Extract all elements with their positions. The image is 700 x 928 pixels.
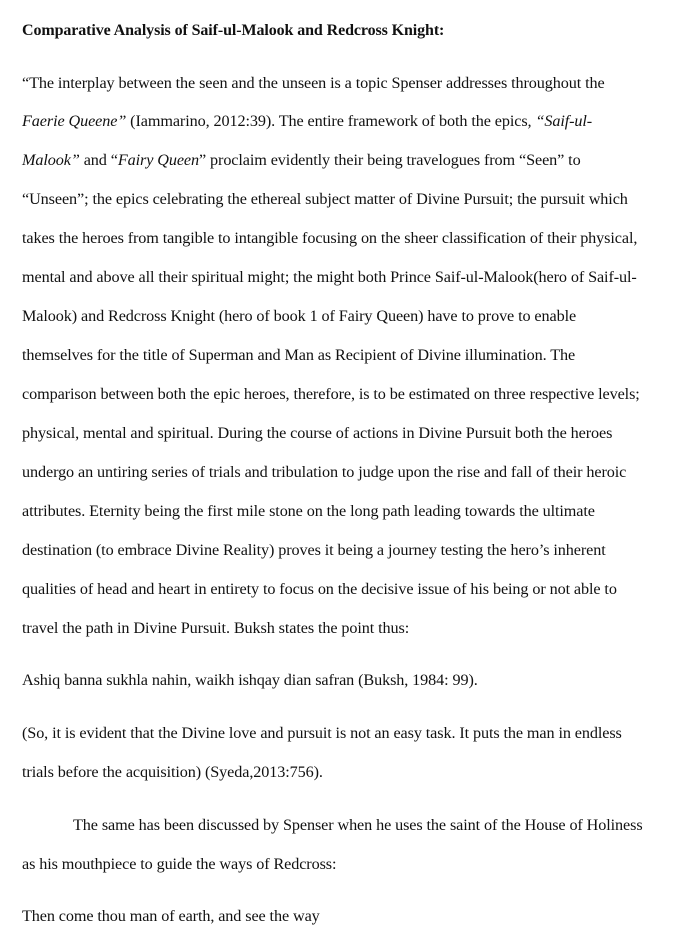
paragraph-1-line xyxy=(22,501,595,521)
paragraph-1-line xyxy=(22,228,637,248)
paragraph-1-line xyxy=(22,150,581,170)
text: and “ xyxy=(79,151,118,169)
text: “The interplay between the seen and the unseen is a topic Spenser addresses throughout the xyxy=(22,74,605,92)
translation-line-1: (So, it is evident that the Divine love and pursuit is not an easy task. It puts the man in endless xyxy=(22,724,622,742)
document-title: Comparative Analysis of Saif-ul-Malook and Redcross Knight: xyxy=(22,22,445,39)
paragraph-1-line xyxy=(22,345,575,365)
paragraph-1-line xyxy=(22,189,628,209)
text: Malook) and Redcross Knight (hero of book 1 of Fairy Queen) have to prove to enable xyxy=(22,307,577,325)
paragraph-1-line xyxy=(22,579,617,599)
text: (Iammarino, 2012:39). The entire framework of both the epics xyxy=(126,112,528,130)
paragraph-1-line xyxy=(22,384,640,404)
text: takes the heroes from tangible to intangible focusing on the sheer classification of their physical, xyxy=(22,229,638,247)
paragraph-1-line xyxy=(22,462,626,482)
text: ” proclaim evidently their being travelogues from “Seen” to xyxy=(199,151,581,169)
verse-line: Then come thou man of earth, and see the way xyxy=(22,907,320,925)
paragraph-1-line xyxy=(22,111,592,131)
text: destination (to embrace Divine Reality) proves it being a journey testing the hero’s inherent xyxy=(22,541,606,559)
paragraph-1-line xyxy=(22,267,637,287)
text: undergo an untiring series of trials and tribulation to judge upon the rise and fall of their heroic xyxy=(22,463,627,481)
text: mental and above all their spiritual might; the might both Prince Saif-ul-Malook(hero of Saif-ul- xyxy=(22,268,637,286)
paragraph-1-line xyxy=(22,618,409,638)
paragraph-1-line xyxy=(22,306,576,326)
text: themselves for the title of Superman and Man as Recipient of Divine illumination. The xyxy=(22,346,576,364)
text: travel the path in Divine Pursuit. Buksh states the point thus: xyxy=(22,619,410,637)
paragraph-1-line xyxy=(22,423,612,443)
italic-text: Faerie Queene” xyxy=(22,112,127,130)
paragraph-2-line-2: as his mouthpiece to guide the ways of Redcross: xyxy=(22,855,337,873)
italic-text: Malook” xyxy=(22,151,80,169)
paragraph-1-line xyxy=(22,540,606,560)
text: comparison between both the epic heroes, therefore, is to be estimated on three respective levels; xyxy=(22,385,640,403)
buksh-quote: Ashiq banna sukhla nahin, waikh ishqay dian safran (Buksh, 1984: 99). xyxy=(22,671,478,689)
paragraph-1-line xyxy=(22,73,605,93)
translation-line-2: trials before the acquisition) (Syeda,2013:756). xyxy=(22,763,323,781)
text: physical, mental and spiritual. During the course of actions in Divine Pursuit both the heroes xyxy=(22,424,613,442)
text: qualities of head and heart in entirety to focus on the decisive issue of his being or not able to xyxy=(22,580,617,598)
text: attributes. Eternity being the first mile stone on the long path leading towards the ultimate xyxy=(22,502,595,520)
text: “Unseen”; the epics celebrating the ethereal subject matter of Divine Pursuit; the pursuit which xyxy=(22,190,628,208)
italic-text: , “Saif-ul- xyxy=(527,112,593,130)
italic-text: Fairy Queen xyxy=(117,151,199,169)
paragraph-2-line-1: The same has been discussed by Spenser when he uses the saint of the House of Holiness xyxy=(73,816,643,834)
